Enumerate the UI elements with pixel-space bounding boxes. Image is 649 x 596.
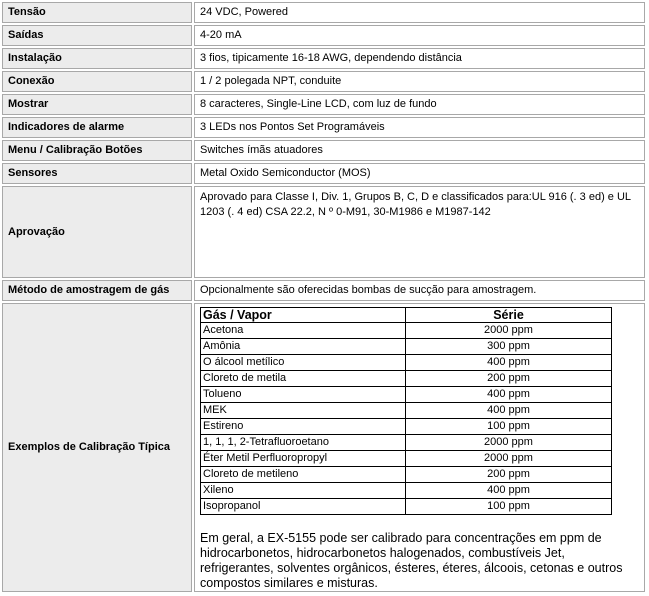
- spec-value: 4-20 mA: [194, 25, 645, 46]
- gas-name: 1, 1, 1, 2-Tetrafluoroetano: [201, 435, 406, 451]
- spec-row: [2, 25, 645, 46]
- calibration-note: Em geral, a EX-5155 pode ser calibrado para concentrações em ppm de hidrocarbonetos, hidrocarbonetos halogenados, combustíveis Jet, refrigerantes, solventes orgânicos, ésteres, éteres, álcoois, cetonas e outros compostos similares e misturas.: [200, 531, 623, 590]
- spec-row: [2, 117, 645, 138]
- gas-series: 400 ppm: [406, 403, 612, 419]
- sampling-row: [2, 280, 645, 301]
- gas-row: [201, 451, 612, 467]
- gas-series: 2000 ppm: [406, 323, 612, 339]
- gas-series: 100 ppm: [406, 499, 612, 515]
- gas-series: 300 ppm: [406, 339, 612, 355]
- gas-name: Isopropanol: [201, 499, 406, 515]
- gas-row: [201, 467, 612, 483]
- gas-series: 400 ppm: [406, 483, 612, 499]
- gas-series: 2000 ppm: [406, 451, 612, 467]
- gas-name: Amônia: [201, 339, 406, 355]
- spec-key: Menu / Calibração Botões: [2, 140, 192, 161]
- series-column-header: Série: [406, 308, 612, 323]
- gas-row: [201, 435, 612, 451]
- spec-value: 1 / 2 polegada NPT, conduite: [194, 71, 645, 92]
- gas-name: Cloreto de metila: [201, 371, 406, 387]
- gas-row: [201, 483, 612, 499]
- gas-series: 200 ppm: [406, 467, 612, 483]
- approval-row: [2, 186, 645, 278]
- spec-key: Saídas: [2, 25, 192, 46]
- examples-row: [2, 303, 645, 592]
- gas-row: [201, 403, 612, 419]
- spec-value: 3 LEDs nos Pontos Set Programáveis: [194, 117, 645, 138]
- spec-key: Conexão: [2, 71, 192, 92]
- gas-name: Acetona: [201, 323, 406, 339]
- spec-key: Tensão: [2, 2, 192, 23]
- gas-name: O álcool metílico: [201, 355, 406, 371]
- gas-row: [201, 323, 612, 339]
- gas-row: [201, 371, 612, 387]
- spec-value: Switches ímãs atuadores: [194, 140, 645, 161]
- gas-series: 400 ppm: [406, 387, 612, 403]
- gas-name: Éter Metil Perfluoropropyl: [201, 451, 406, 467]
- spec-row: [2, 48, 645, 69]
- gas-series: 2000 ppm: [406, 435, 612, 451]
- gas-column-header: Gás / Vapor: [201, 308, 406, 323]
- spec-value: 24 VDC, Powered: [194, 2, 645, 23]
- sampling-key: Método de amostragem de gás: [2, 280, 192, 301]
- gas-name: Estireno: [201, 419, 406, 435]
- gas-name: Tolueno: [201, 387, 406, 403]
- gas-table: [200, 307, 612, 515]
- gas-series: 400 ppm: [406, 355, 612, 371]
- gas-row: [201, 419, 612, 435]
- sampling-value: Opcionalmente são oferecidas bombas de sucção para amostragem.: [194, 280, 645, 301]
- gas-row: [201, 355, 612, 371]
- spec-key: Instalação: [2, 48, 192, 69]
- examples-value: [194, 303, 645, 592]
- approval-key: Aprovação: [2, 186, 192, 278]
- gas-name: Cloreto de metileno: [201, 467, 406, 483]
- spec-value: 8 caracteres, Single-Line LCD, com luz de fundo: [194, 94, 645, 115]
- spec-row: [2, 2, 645, 23]
- gas-name: Xileno: [201, 483, 406, 499]
- gas-series: 200 ppm: [406, 371, 612, 387]
- gas-row: [201, 499, 612, 515]
- approval-value: Aprovado para Classe I, Div. 1, Grupos B, C, D e classificados para:UL 916 (. 3 ed) e UL 1203 (. 4 ed) CSA 22.2, N º 0-M91, 30-M1986 e M1987-142: [194, 186, 645, 278]
- gas-table-header: [201, 308, 612, 323]
- spec-row: [2, 140, 645, 161]
- spec-value: 3 fios, tipicamente 16-18 AWG, dependendo distância: [194, 48, 645, 69]
- spec-row: [2, 163, 645, 184]
- examples-key: Exemplos de Calibração Típica: [2, 303, 192, 592]
- spec-row: [2, 94, 645, 115]
- spec-row: [2, 71, 645, 92]
- spec-key: Sensores: [2, 163, 192, 184]
- spec-key: Indicadores de alarme: [2, 117, 192, 138]
- spec-key: Mostrar: [2, 94, 192, 115]
- gas-series: 100 ppm: [406, 419, 612, 435]
- gas-name: MEK: [201, 403, 406, 419]
- spec-value: Metal Oxido Semiconductor (MOS): [194, 163, 645, 184]
- gas-row: [201, 387, 612, 403]
- gas-row: [201, 339, 612, 355]
